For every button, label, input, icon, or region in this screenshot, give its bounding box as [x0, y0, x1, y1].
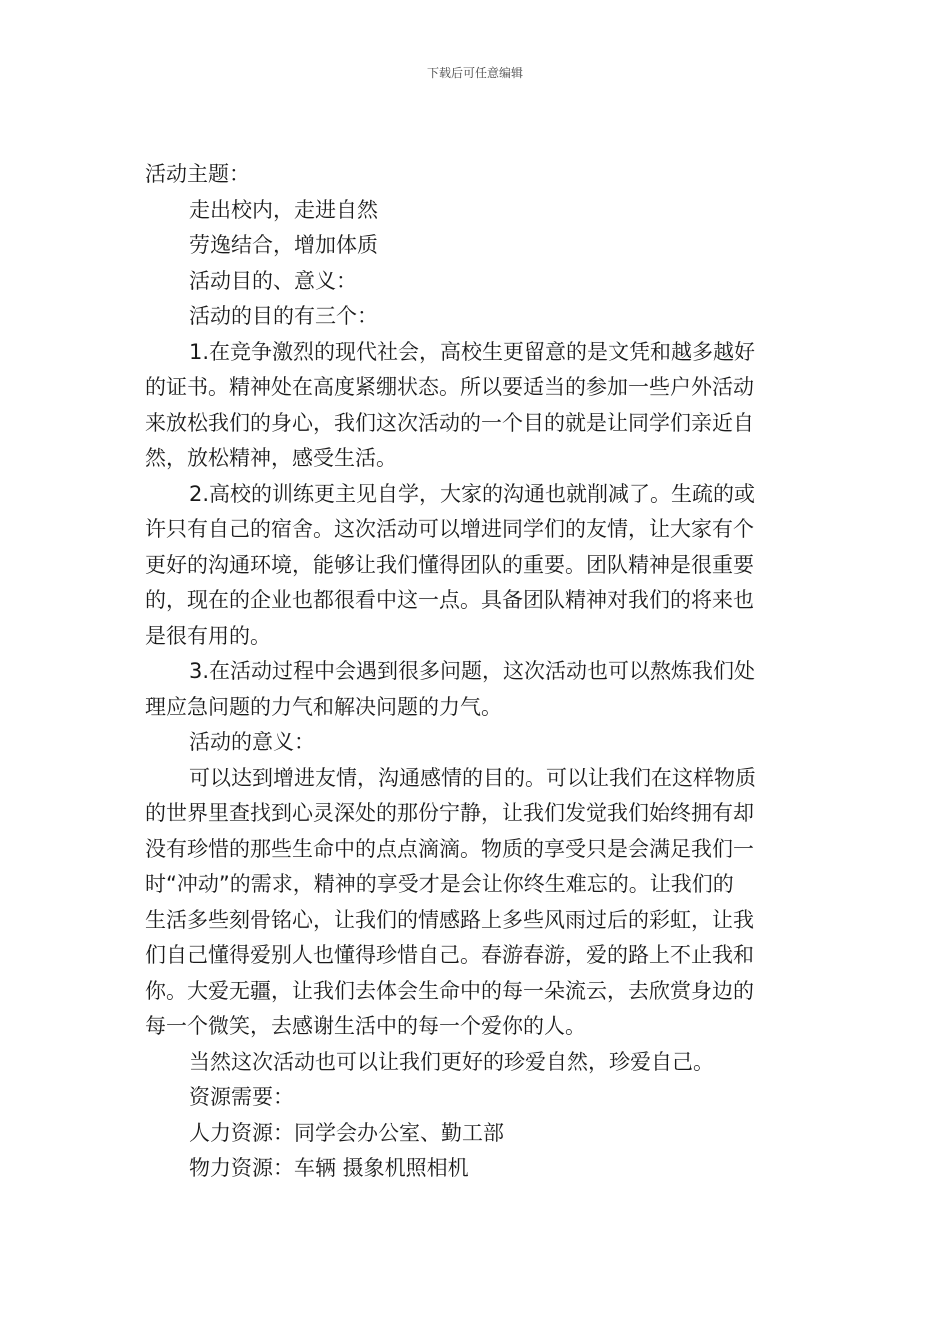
document-body	[145, 157, 810, 1187]
text-line: 生活多些刻骨铭心，让我们的情感路上多些风雨过后的彩虹，让我	[145, 907, 754, 932]
text-line: 是很有用的。	[145, 623, 271, 648]
text-line: 人力资源：同学会办公室、勤工部	[189, 1120, 504, 1145]
text-line: 们自己懂得爱别人也懂得珍惜自己。春游春游，爱的路上不止我和	[145, 943, 754, 967]
text-line: 的证书。精神处在高度紧绷状态。所以要适当的参加一些户外活动	[145, 375, 754, 399]
text-line: 可以达到增进友情，沟通感情的目的。可以让我们在这样物质	[189, 765, 756, 790]
text-line: 来放松我们的身心，我们这次活动的一个目的就是让同学们亲近自	[145, 410, 754, 435]
text-line: 2.高校的训练更主见自学，大家的沟通也就削减了。生疏的或	[189, 481, 756, 506]
text-line: 许只有自己的宿舍。这次活动可以增进同学们的友情，让大家有个	[145, 517, 754, 541]
text-line: 更好的沟通环境，能够让我们懂得团队的重要。团队精神是很重要	[145, 552, 754, 577]
text-line: 1.在竞争激烈的现代社会，高校生更留意的是文凭和越多越好	[189, 339, 756, 364]
text-line: 资源需要：	[189, 1085, 294, 1109]
text-line: 物力资源：车辆 摄象机照相机	[189, 1156, 469, 1180]
text-line: 每一个微笑，去感谢生活中的每一个爱你的人。	[145, 1014, 586, 1038]
text-line: 活动主题：	[145, 162, 250, 186]
text-line: 活动目的、意义：	[189, 268, 357, 293]
text-line: 的世界里查找到心灵深处的那份宁静，让我们发觉我们始终拥有却	[145, 801, 754, 825]
page-header: 下载后可任意编辑	[426, 66, 523, 80]
text-line: 你。大爱无疆，让我们去体会生命中的每一朵流云，去欣赏身边的	[145, 978, 754, 1003]
text-line: 活动的意义：	[189, 730, 315, 754]
text-line: 劳逸结合，增加体质	[189, 233, 378, 257]
text-line: 当然这次活动也可以让我们更好的珍爱自然，珍爱自己。	[189, 1049, 714, 1074]
text-line: 没有珍惜的那些生命中的点点滴滴。物质的享受只是会满足我们一	[145, 836, 754, 861]
text-line: 时“冲动”的需求，精神的享受才是会让你终生难忘的。让我们的	[145, 872, 734, 896]
text-line: 的，现在的企业也都很看中这一点。具备团队精神对我们的将来也	[145, 588, 754, 612]
text-line: 活动的目的有三个：	[189, 304, 378, 328]
text-line: 理应急问题的力气和解决问题的力气。	[145, 694, 502, 719]
text-line: 3.在活动过程中会遇到很多问题，这次活动也可以熬炼我们处	[189, 659, 756, 683]
text-line: 走出校内，走进自然	[189, 197, 378, 222]
text-line: 然，放松精神，感受生活。	[145, 446, 397, 470]
